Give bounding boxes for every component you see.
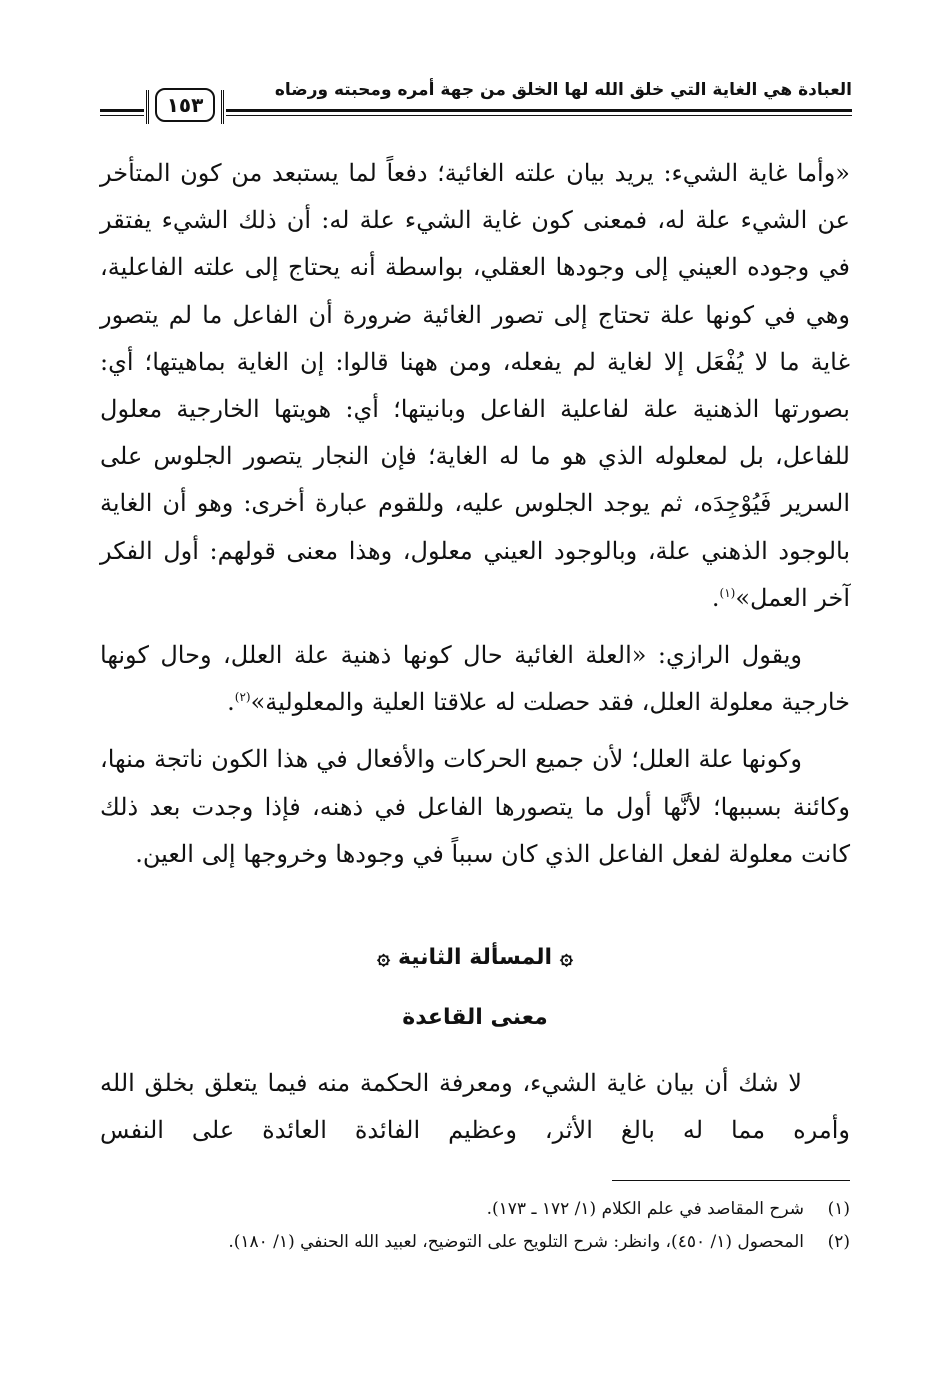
page-header bbox=[100, 78, 852, 138]
footnote-item bbox=[100, 1193, 850, 1226]
footnote-divider bbox=[612, 1180, 850, 1181]
paragraph-end: . bbox=[227, 688, 235, 717]
paragraph-3 bbox=[100, 736, 850, 878]
footnote-text: المحصول (١/ ٤٥٠)، وانظر: شرح التلويح على التوضيح، لعبيد الله الحنفي (١/ ١٨٠). bbox=[228, 1232, 804, 1252]
running-title: العبادة هي الغاية التي خلق الله لها الخلق من جهة أمره ومحبته ورضاه bbox=[274, 80, 852, 100]
footnote-item bbox=[100, 1226, 850, 1259]
footnote-text: شرح المقاصد في علم الكلام (١/ ١٧٢ ـ ١٧٣). bbox=[486, 1199, 804, 1219]
footnote-ref[interactable]: (٢) bbox=[234, 690, 251, 705]
section-heading bbox=[100, 945, 850, 970]
ornament-icon: ۞ bbox=[377, 945, 390, 970]
closing-text bbox=[100, 1060, 850, 1154]
paragraph-text: وكونها علة العلل؛ لأن جميع الحركات والأفعال في هذا الكون ناتجة منها، وكائنة بسببها؛ لأنَّها أول ما يتصورها الفاعل في ذهنه، فإذا وجدت بعد ذلك كانت معلولة لفعل الفاعل الذي كان سبباً في وجودها وخروجها إلى العين. bbox=[100, 745, 850, 868]
paragraph-1 bbox=[100, 150, 850, 622]
section-title: المسألة الثانية bbox=[397, 945, 553, 970]
page-number-frame bbox=[144, 84, 226, 126]
paragraph-end: . bbox=[711, 583, 720, 612]
subheading: معنى القاعدة bbox=[402, 1005, 548, 1030]
page-number: ١٥٣ bbox=[155, 88, 216, 122]
closing-paragraph: لا شك أن بيان غاية الشيء، ومعرفة الحكمة منه فيما يتعلق بخلق الله وأمره مما له بالغ الأثر، وعظيم الفائدة العائدة على النفس bbox=[100, 1069, 850, 1145]
footnote-number: (٢) bbox=[827, 1232, 850, 1252]
paragraph-text: ويقول الرازي: «العلة الغائية حال كونها ذهنية علة العلل، وحال كونها خارجية معلولة العلل، فقد حصلت له علاقتا العلية والمعلولية» bbox=[100, 641, 850, 717]
paragraph-text: «وأما غاية الشيء: يريد بيان علته الغائية؛ دفعاً لما يستبعد من كون المتأخر عن الشيء علة له، فمعنى كون غاية الشيء علة له: أن ذلك الشيء يفتقر في وجوده العيني إلى وجودها العقلي، بواسطة أنه يحتاج إلى علته الفاعلية، وهي في كونها علة تحتاج إلى تصور الغائية ضرورة أن الفاعل ما لم يتصور غاية ما لا يُفْعَل إلا لغاية لم يفعله، ومن ههنا قالوا: إن الغاية بماهيتها؛ أي: بصورتها الذهنية علة لفاعلية الفاعل وبانيتها؛ أي: هويتها الخارجية معلول للفاعل، بل لمعلوله الذي هو ما له الغاية؛ فإن النجار يتصور الجلوس على السرير فَيُوْجِدَه، ثم يوجد الجلوس عليه، وللقوم عبارة أخرى: وهو أن الغاية بالوجود الذهني علة، وبالوجود العيني معلول، وهذا معنى قولهم: أول الفكر آخر العمل» bbox=[100, 159, 850, 612]
footnote-ref[interactable]: (١) bbox=[719, 585, 736, 600]
paragraph-2 bbox=[100, 632, 850, 726]
main-text bbox=[100, 150, 850, 878]
ornament-icon: ۞ bbox=[560, 945, 573, 970]
footnotes bbox=[100, 1193, 850, 1259]
footnote-number: (١) bbox=[827, 1199, 850, 1219]
